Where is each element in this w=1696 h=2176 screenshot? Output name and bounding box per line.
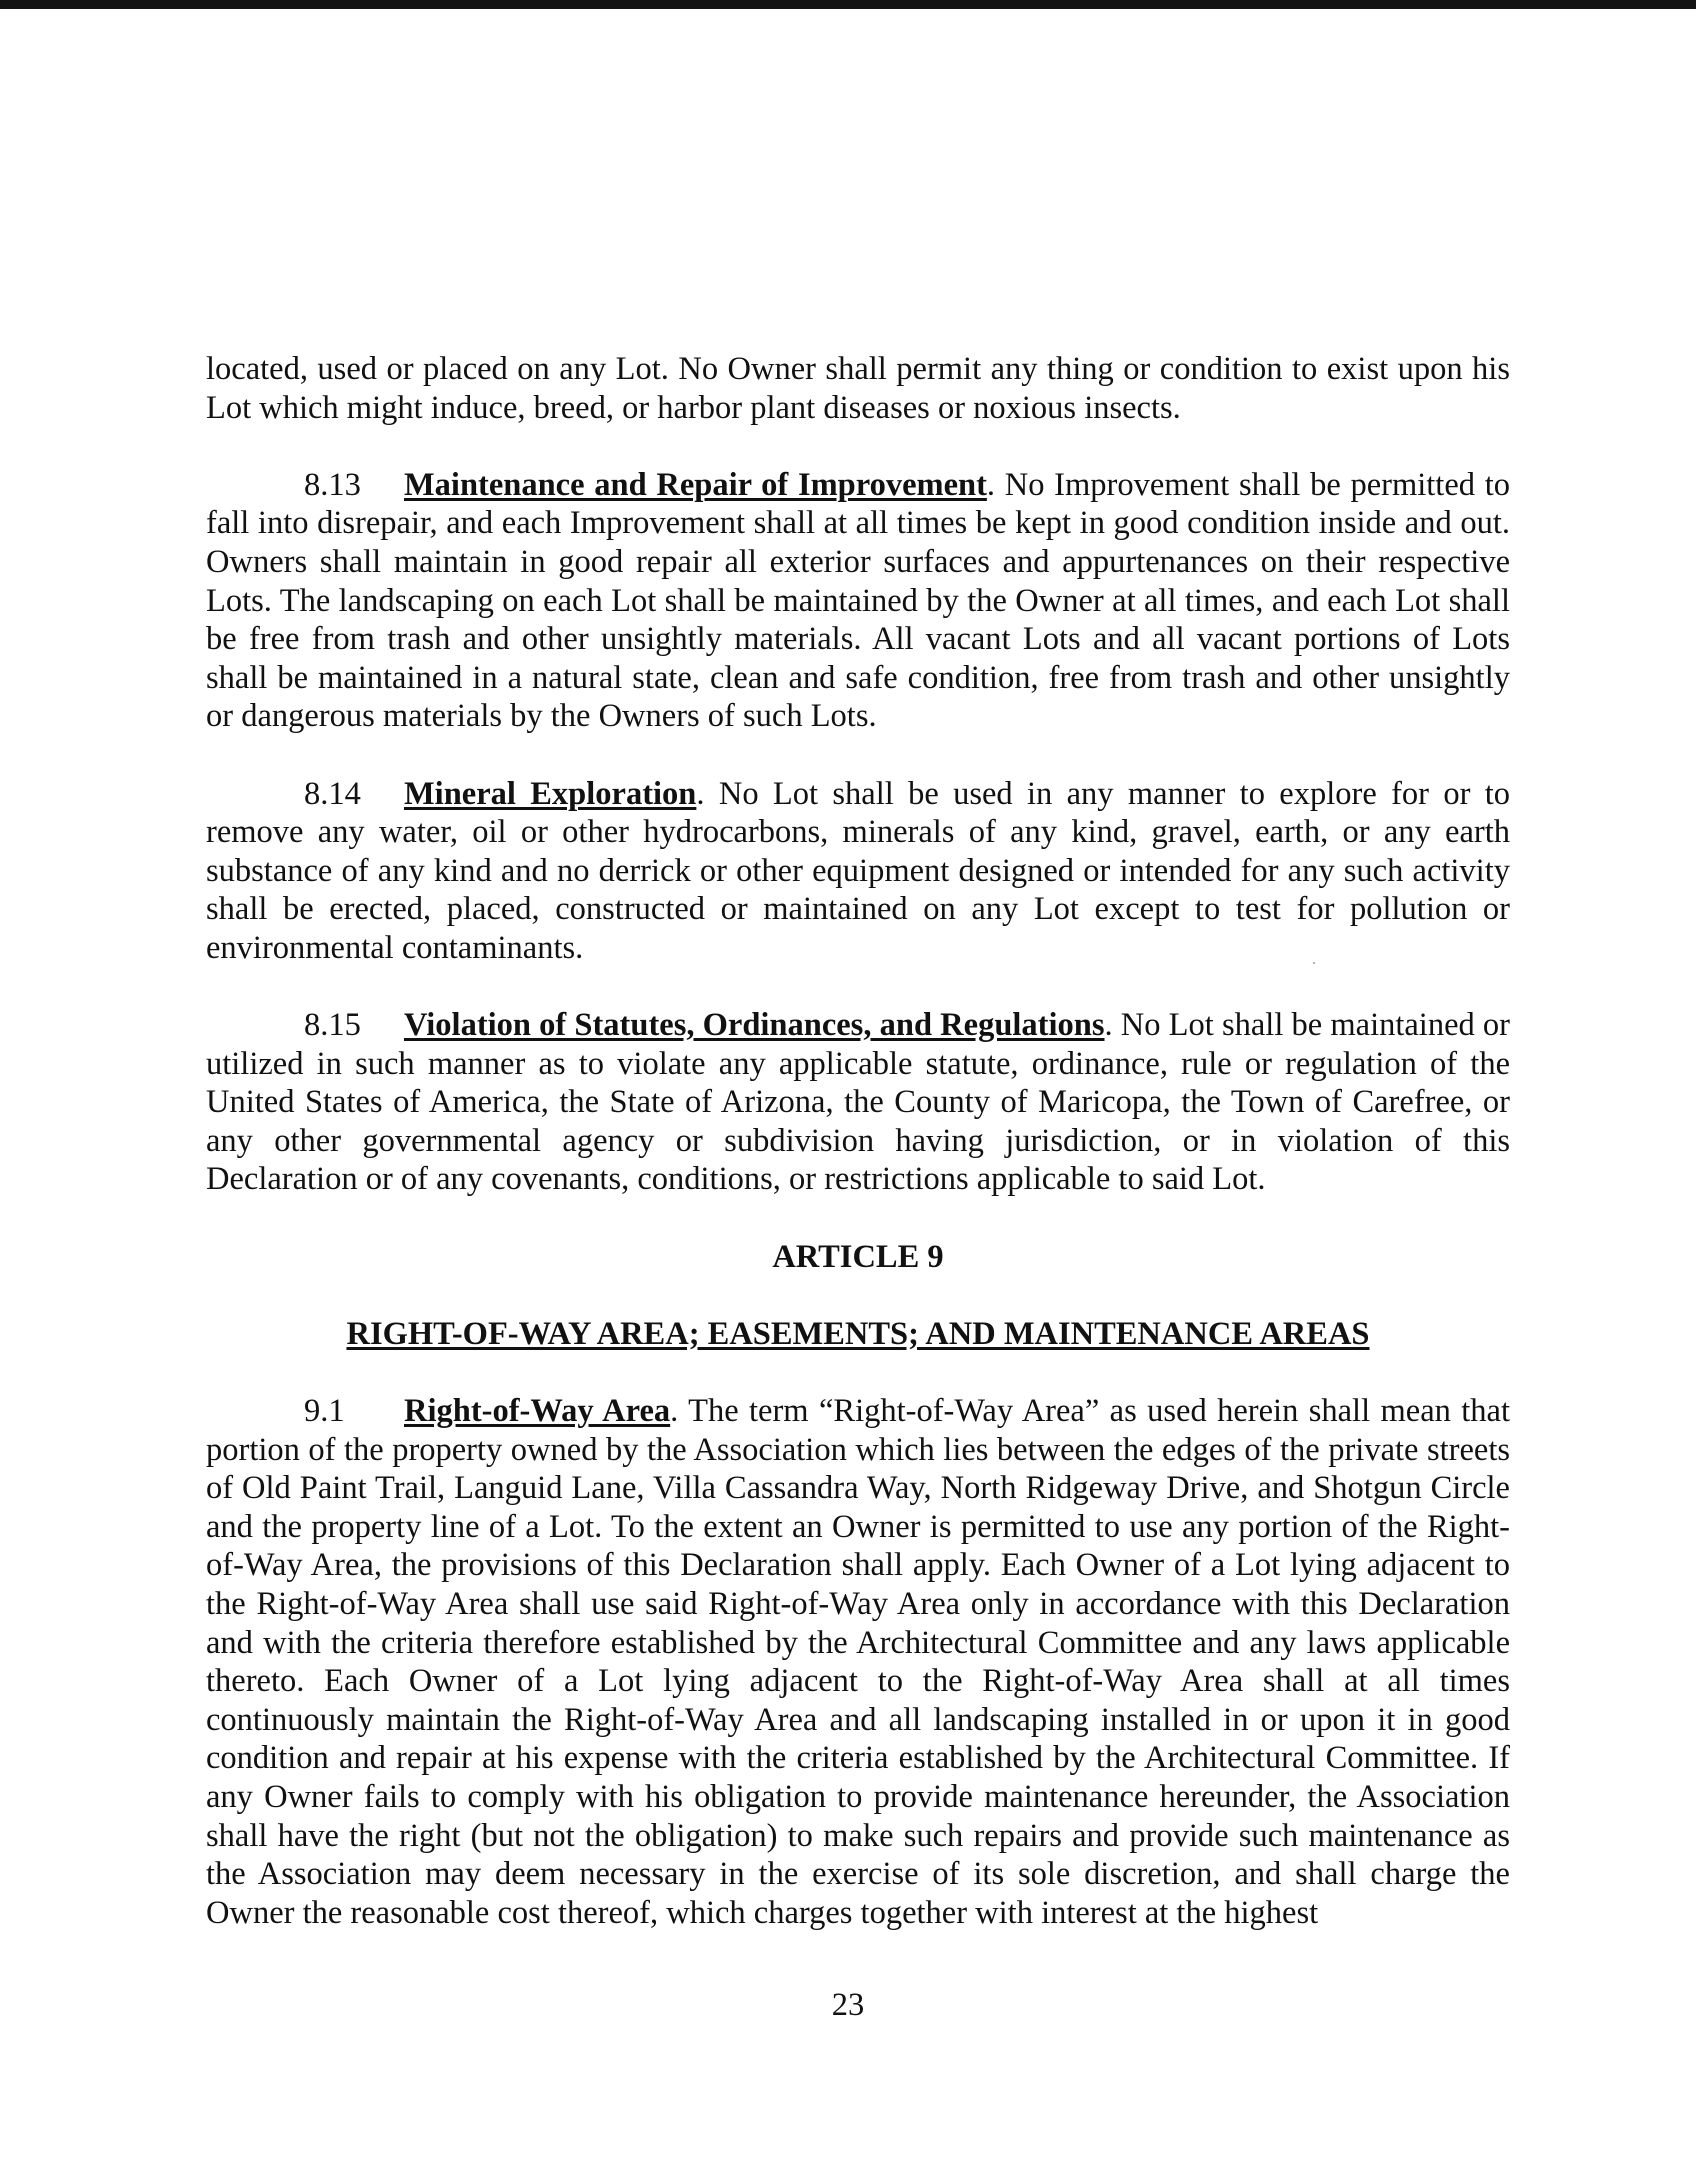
scan-speck <box>1313 962 1315 964</box>
section-title: Violation of Statutes, Ordinances, and Regulations <box>404 1007 1105 1044</box>
section-8-13 <box>206 466 1510 736</box>
page-number: 23 <box>831 1987 865 2023</box>
section-title: Maintenance and Repair of Improvement <box>404 466 987 503</box>
section-number: 8.15 <box>304 1007 361 1044</box>
section-text: . The term “Right-of-Way Area” as used herein shall mean that portion of the property owned by the Association which lies between the edges of the private streets of Old Paint Trail, Languid Lane, Villa Cassandra Way, North Ridgeway Drive, and Shotgun Circle and the property line of a Lot. To the extent an Owner is permitted to use any portion of the Right-of-Way Area, the provisions of this Declaration shall apply. Each Owner of a Lot lying adjacent to the Right-of-Way Area shall use said Right-of-Way Area only in accordance with this Declaration and with the criteria therefore established by the Architectural Committee and any laws applicable thereto. Each Owner of a Lot lying adjacent to the Right-of-Way Area shall at all times continuously maintain the Right-of-Way Area and all landscaping installed in or upon it in good condition and repair at his expense with the criteria established by the Architectural Committee. If any Owner fails to comply with his obligation to provide maintenance hereunder, the Association shall have the right (but not the obligation) to make such repairs and provide such maintenance as the Association may deem necessary in the exercise of its sole discretion, and shall charge the Owner the reasonable cost thereof, which charges together with interest at the highest <box>206 1393 1511 1931</box>
continuation-paragraph: located, used or placed on any Lot. No Owner shall permit any thing or condition to exist upon his Lot which might induce, breed, or harbor plant diseases or noxious insects. <box>206 351 1510 426</box>
section-9-1 <box>206 1392 1510 1932</box>
section-title: Right-of-Way Area <box>404 1393 671 1430</box>
section-8-14 <box>206 775 1510 968</box>
article-label: ARTICLE 9 <box>772 1238 944 1275</box>
article-title: RIGHT-OF-WAY AREA; EASEMENTS; AND MAINTENANCE AREAS <box>346 1315 1370 1352</box>
section-number: 9.1 <box>304 1393 345 1430</box>
section-title: Mineral Exploration <box>404 775 697 812</box>
section-8-15 <box>206 1006 1510 1199</box>
section-text: . No Lot shall be used in any manner to explore for or to remove any water, oil or other hydrocarbons, minerals of any kind, gravel, earth, or any earth substance of any kind and no derrick or other equipment designed or intended for any such activity shall be erected, placed, constructed or maintained on any Lot except to test for pollution or environmental contaminants. <box>206 775 1511 966</box>
document-body <box>206 350 1510 1932</box>
section-text: . No Improvement shall be permitted to fall into disrepair, and each Improvement shall at all times be kept in good condition inside and out. Owners shall maintain in good repair all exterior surfaces and appurtenances on their respective Lots. The landscaping on each Lot shall be maintained by the Owner at all times, and each Lot shall be free from trash and other unsightly materials. All vacant Lots and all vacant portions of Lots shall be maintained in a natural state, clean and safe condition, free from trash and other unsightly or dangerous materials by the Owners of such Lots. <box>206 466 1510 735</box>
section-number: 8.13 <box>304 466 361 503</box>
section-number: 8.14 <box>304 775 361 812</box>
scan-top-edge <box>0 0 1696 9</box>
section-text: . No Lot shall be maintained or utilized in such manner as to violate any applicable statute, ordinance, rule or regulation of the United States of America, the State of Arizona, the County of Maricopa, the Town of Carefree, or any other governmental agency or subdivision having jurisdiction, or in violation of this Declaration or of any covenants, conditions, or restrictions applicable to said Lot. <box>206 1007 1510 1198</box>
